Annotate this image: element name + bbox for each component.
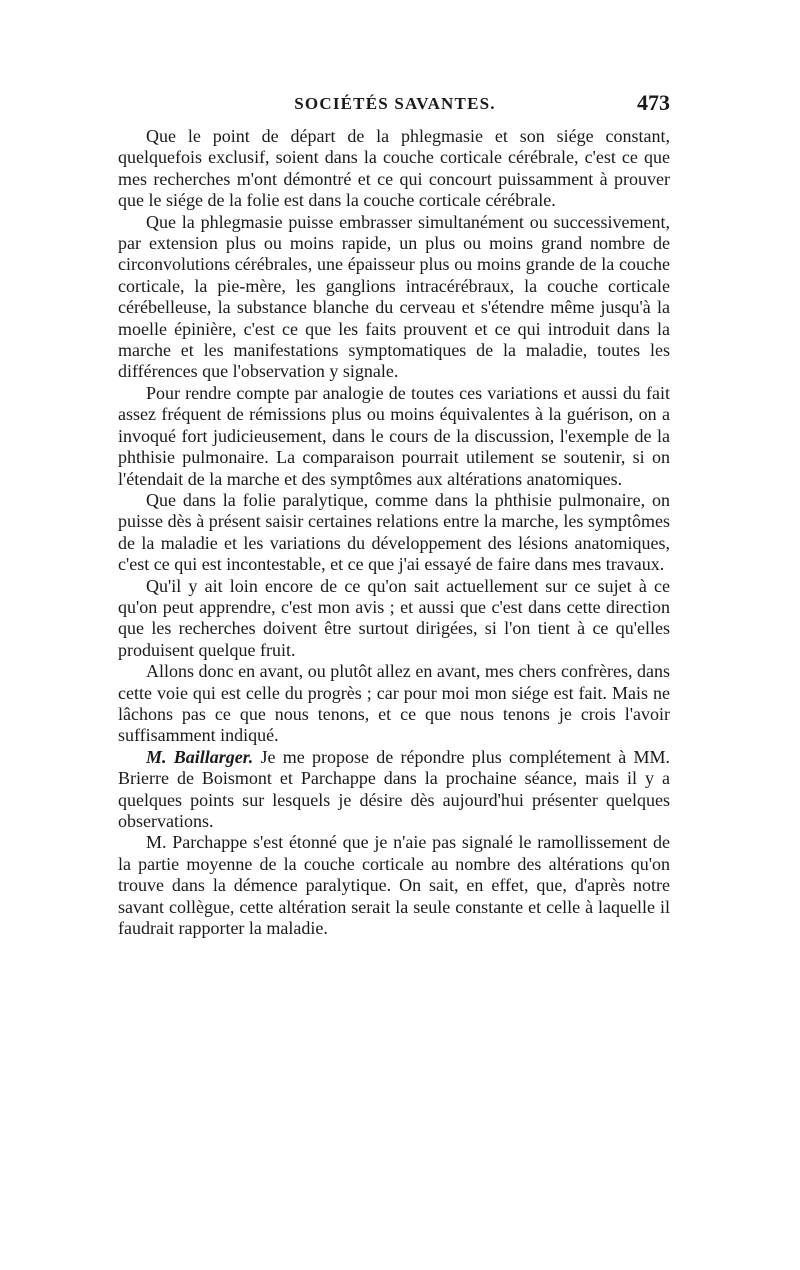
body-text — [118, 126, 670, 939]
page-number: 473 — [637, 90, 670, 115]
paragraph — [118, 126, 670, 212]
running-title: SOCIÉTÉS SAVANTES. — [294, 94, 496, 113]
paragraph — [118, 576, 670, 662]
paragraph — [118, 661, 670, 747]
paragraph-text: Je me propose de répondre plus complétement à MM. Brierre de Boismont et Parchappe dans la prochaine séance, mais il y a quelques points sur lesquels je désire dès aujourd'hui présenter quelques observations. — [118, 746, 670, 831]
paragraph — [118, 212, 670, 383]
paragraph-text: M. Parchappe s'est étonné que je n'aie pas signalé le ramollissement de la partie moyenne de la couche corticale au nombre des altérations qu'on trouve dans la démence paralytique. On sait, en effet, que, d'après notre savant collègue, cette altération serait la seule constante et celle à laquelle il faudrait rapporter la maladie. — [118, 832, 670, 939]
paragraph-text: Que le point de départ de la phlegmasie et son siége constant, quelquefois exclusif, soient dans la couche corticale cérébrale, c'est ce que mes recherches m'ont démontré et ce qui concourt puissamment à prouver que le siége de la folie est dans la couche corticale cérébrale. — [118, 126, 670, 211]
paragraph-text: Que la phlegmasie puisse embrasser simultanément ou successivement, par extension plus ou moins rapide, un plus ou moins grand nombre de circonvolutions cérébrales, une épaisseur plus ou moins grande de la couche corticale, la pie-mère, les ganglions intracérébraux, la couche corticale cérébelleuse, la substance blanche du cerveau et s'étendre même jusqu'à la moelle épinière, c'est ce que les faits prouvent et ce qui introduit dans la marche et les manifestations symptomatiques de la maladie, toutes les différences que l'observation y signale. — [118, 211, 670, 382]
running-head — [120, 90, 670, 122]
paragraph-text: Pour rendre compte par analogie de toutes ces variations et aussi du fait assez fréquent de rémissions plus ou moins équivalentes à la guérison, on a invoqué fort judicieusement, dans le cours de la discussion, l'exemple de la phthisie pulmonaire. La comparaison pourrait utilement se soutenir, si on l'étendait de la marche et des symptômes aux altérations anatomiques. — [118, 382, 670, 489]
paragraph-text: Que dans la folie paralytique, comme dans la phthisie pulmonaire, on puisse dès à présent saisir certaines relations entre la marche, les symptômes de la maladie et les variations du développement des lésions anatomiques, c'est ce qui est incontestable, et ce que j'ai essayé de faire dans mes travaux. — [118, 489, 670, 575]
paragraph-text: Allons donc en avant, ou plutôt allez en avant, mes chers confrères, dans cette voie qui est celle du progrès ; car pour moi mon siége est fait. Mais ne lâchons pas ce que nous tenons, et ce que nous tenons je crois l'avoir suffisamment indiqué. — [118, 661, 670, 746]
paragraph — [118, 490, 670, 576]
paragraph — [118, 832, 670, 939]
paragraph — [118, 747, 670, 833]
speaker-name: M. Baillarger. — [146, 746, 254, 767]
paragraph-text: Qu'il y ait loin encore de ce qu'on sait actuellement sur ce sujet à ce qu'on peut apprendre, c'est mon avis ; et aussi que c'est dans cette direction que les recherches doivent être surtout dirigées, si l'on tient à ce qu'elles produisent quelque fruit. — [118, 575, 670, 660]
paragraph — [118, 383, 670, 490]
